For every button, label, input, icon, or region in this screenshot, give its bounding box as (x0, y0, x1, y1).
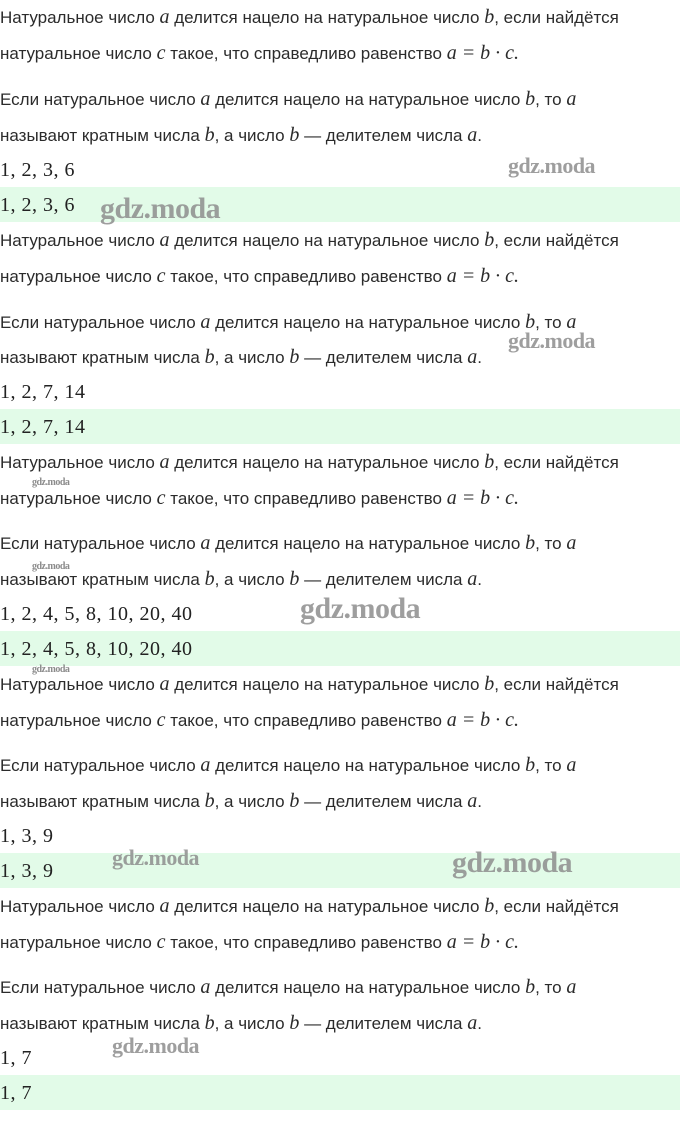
definition-line-3: Если натуральное число a делится нацело на натуральное число b, то a (0, 88, 577, 110)
definition-line-1: Натуральное число a делится нацело на натуральное число b, если найдётся (0, 6, 619, 28)
definition-line-2: натуральное число c такое, что справедливо равенство a = b · c. (0, 265, 520, 287)
watermark-logo: gdz.moda (112, 845, 200, 870)
definition-line-4: называют кратным числа b, а число b — делителем числа a. (0, 1012, 482, 1034)
watermark-logo: gdz.moda (32, 477, 70, 488)
watermark-logo: gdz.moda (32, 561, 70, 572)
answer-highlighted-1: 1, 2, 3, 6 (0, 194, 75, 216)
definition-line-1: Натуральное число a делится нацело на натуральное число b, если найдётся (0, 451, 619, 473)
answer-highlighted-4: 1, 3, 9 (0, 860, 54, 882)
answer-highlighted-5: 1, 7 (0, 1082, 32, 1104)
definition-line-1: Натуральное число a делится нацело на натуральное число b, если найдётся (0, 673, 619, 695)
watermark-logo: gdz.moda (508, 328, 596, 353)
answer-plain-1: 1, 2, 3, 6 (0, 159, 75, 181)
watermark-logo: gdz.moda (32, 664, 70, 675)
watermark-logo: gdz.moda (112, 1033, 200, 1058)
definition-line-1: Натуральное число a делится нацело на натуральное число b, если найдётся (0, 895, 619, 917)
answer-band-2 (0, 409, 680, 444)
answer-plain-2: 1, 2, 7, 14 (0, 381, 86, 403)
definition-line-4: называют кратным числа b, а число b — делителем числа a. (0, 790, 482, 812)
definition-line-1: Натуральное число a делится нацело на натуральное число b, если найдётся (0, 229, 619, 251)
definition-line-2: натуральное число c такое, что справедливо равенство a = b · c. (0, 931, 520, 953)
watermark-logo: gdz.moda (100, 192, 221, 225)
answer-plain-5: 1, 7 (0, 1047, 32, 1069)
definition-line-3: Если натуральное число a делится нацело на натуральное число b, то a (0, 754, 577, 776)
definition-line-4: называют кратным числа b, а число b — делителем числа a. (0, 568, 482, 590)
answer-band-3 (0, 631, 680, 666)
definition-line-2: натуральное число c такое, что справедливо равенство a = b · c. (0, 42, 520, 64)
answer-plain-3: 1, 2, 4, 5, 8, 10, 20, 40 (0, 603, 193, 625)
answer-plain-4: 1, 3, 9 (0, 825, 54, 847)
definition-line-3: Если натуральное число a делится нацело на натуральное число b, то a (0, 311, 577, 333)
definition-line-4: называют кратным числа b, а число b — делителем числа a. (0, 346, 482, 368)
watermark-logo: gdz.moda (508, 153, 596, 178)
answer-band-5 (0, 1075, 680, 1110)
definition-line-2: натуральное число c такое, что справедливо равенство a = b · c. (0, 709, 520, 731)
definition-line-3: Если натуральное число a делится нацело на натуральное число b, то a (0, 532, 577, 554)
answer-highlighted-2: 1, 2, 7, 14 (0, 416, 86, 438)
answer-band-4 (0, 853, 680, 888)
watermark-logo: gdz.moda (300, 592, 421, 625)
definition-line-4: называют кратным числа b, а число b — делителем числа a. (0, 124, 482, 146)
definition-line-2: натуральное число c такое, что справедливо равенство a = b · c. (0, 487, 520, 509)
answer-highlighted-3: 1, 2, 4, 5, 8, 10, 20, 40 (0, 638, 193, 660)
definition-line-3: Если натуральное число a делится нацело на натуральное число b, то a (0, 976, 577, 998)
watermark-logo: gdz.moda (452, 846, 573, 879)
